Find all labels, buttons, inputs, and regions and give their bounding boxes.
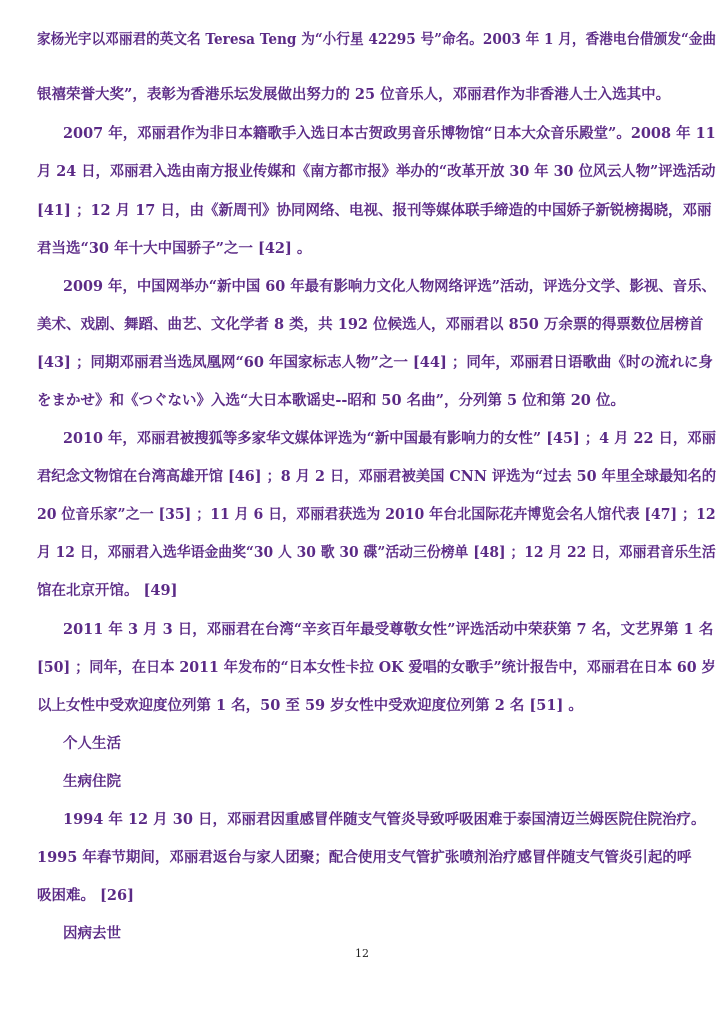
- text-line: [50] ；同年，在日本 2011 年发布的“日本女性卡拉 OK 爱唱的女歌手”统计报告中，邓丽君在日本 60 岁: [37, 659, 716, 676]
- text-line: 以上女性中受欢迎度位列第 1 名，50 至 59 岁女性中受欢迎度位列第 2 名 [51] 。: [37, 697, 583, 714]
- text-line: 家杨光宇以邓丽君的英文名 Teresa Teng 为“小行星 42295 号”命名。2003 年 1 月，香港电台借颁发“金曲: [37, 31, 717, 48]
- text-line: 君纪念文物馆在台湾高雄开馆 [46] ；8 月 2 日，邓丽君被美国 CNN 评选为“过去 50 年里全球最知名的: [37, 468, 717, 485]
- text-line: 馆在北京开馆。 [49]: [37, 582, 178, 599]
- text-line: [41] ；12 月 17 日，由《新周刊》协同网络、电视、报刊等媒体联手缔造的中国娇子新锐榜揭晓，邓丽: [37, 202, 712, 219]
- section-heading: 个人生活: [63, 735, 121, 752]
- text-line: 美术、戏剧、舞蹈、曲艺、文化学者 8 类，共 192 位候选人，邓丽君以 850 万余票的得票数位居榜首: [37, 316, 704, 333]
- text-line: 吸困难。 [26]: [37, 887, 134, 904]
- text-line: 2009 年，中国网举办“新中国 60 年最有影响力文化人物网络评选”活动，评选分文学、影视、音乐、: [63, 278, 716, 295]
- text-line: 1994 年 12 月 30 日，邓丽君因重感冒伴随支气管炎导致呼吸困难于泰国清迈兰姆医院住院治疗。: [63, 811, 706, 828]
- text-line: [43] ；同期邓丽君当选凤凰网“60 年国家标志人物”之一 [44] ；同年，邓丽君日语歌曲《时の流れに身: [37, 354, 713, 371]
- text-line: 2007 年，邓丽君作为非日本籍歌手入选日本古贺政男音乐博物馆“日本大众音乐殿堂”。2008 年 11: [63, 125, 716, 142]
- page-number: 12: [355, 947, 369, 960]
- text-line: 2011 年 3 月 3 日，邓丽君在台湾“辛亥百年最受尊敬女性”评选活动中荣获第 7 名，文艺界第 1 名: [63, 621, 714, 638]
- text-line: 1995 年春节期间，邓丽君返台与家人团聚；配合使用支气管扩张喷剂治疗感冒伴随支气管炎引起的呼: [37, 849, 692, 866]
- subsection-heading: 因病去世: [63, 925, 121, 942]
- text-line: 君当选“30 年十大中国骄子”之一 [42] 。: [37, 240, 312, 257]
- text-line: 月 24 日，邓丽君入选由南方报业传媒和《南方都市报》举办的“改革开放 30 年 30 位风云人物”评选活动: [37, 163, 716, 180]
- text-line: 20 位音乐家”之一 [35] ；11 月 6 日，邓丽君获选为 2010 年台北国际花卉博览会名人馆代表 [47] ；12: [37, 506, 716, 523]
- text-line: 银禧荣誉大奖”，表彰为香港乐坛发展做出努力的 25 位音乐人，邓丽君作为非香港人士入选其中。: [37, 86, 671, 103]
- text-line: をまかせ》和《つぐない》入选“大日本歌谣史--昭和 50 名曲”，分列第 5 位和第 20 位。: [37, 392, 625, 409]
- text-line: 月 12 日，邓丽君入选华语金曲奖“30 人 30 歌 30 碟”活动三份榜单 [48] ；12 月 22 日，邓丽君音乐生活: [37, 544, 716, 561]
- subsection-heading: 生病住院: [63, 773, 121, 790]
- text-line: 2010 年，邓丽君被搜狐等多家华文媒体评选为“新中国最有影响力的女性” [45] ；4 月 22 日，邓丽: [63, 430, 717, 447]
